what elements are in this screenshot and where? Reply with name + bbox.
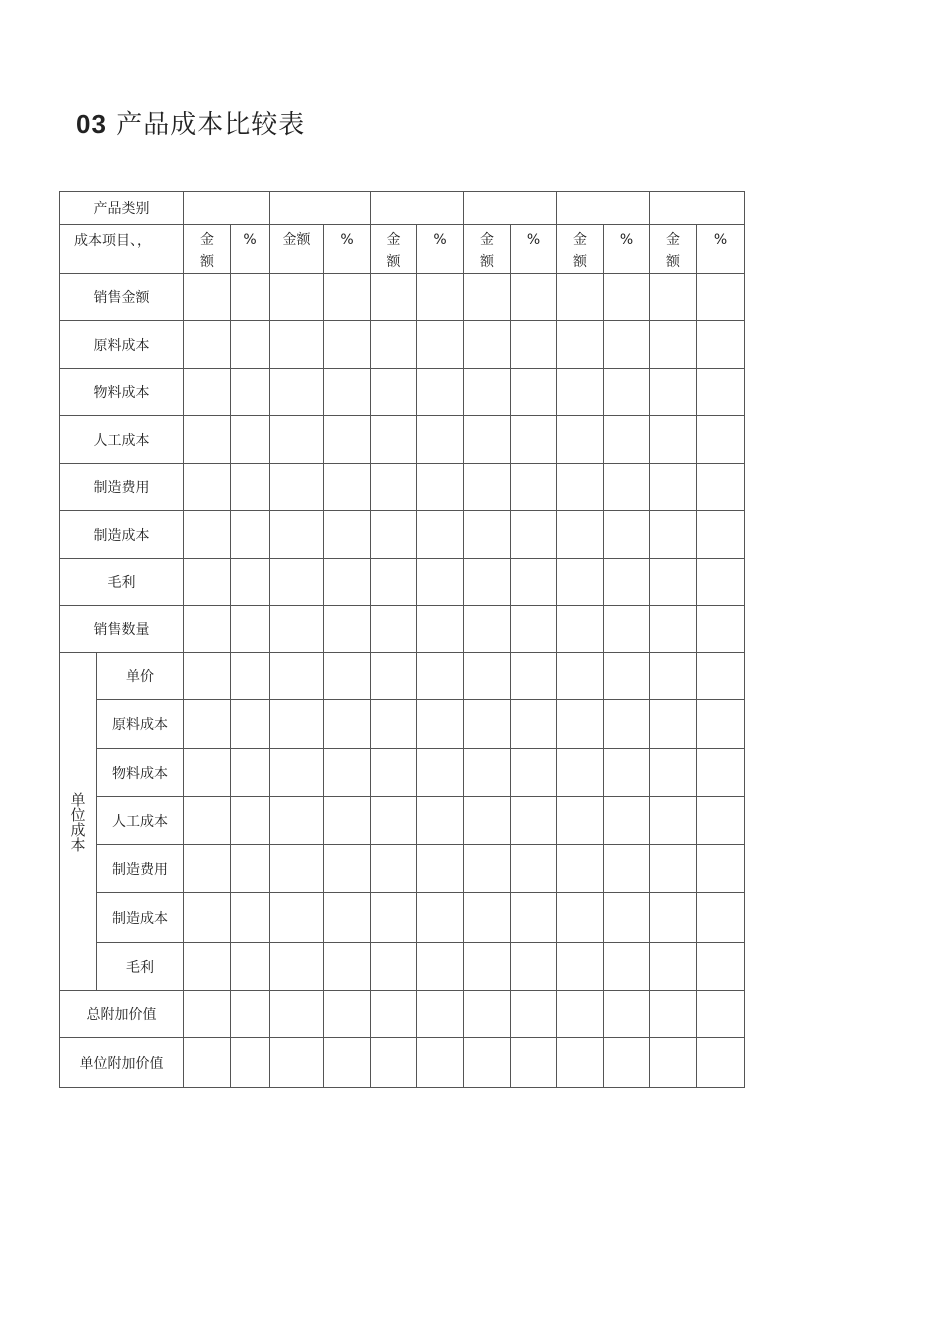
amount-cell (184, 893, 231, 943)
unit-cost-row (60, 845, 745, 893)
percent-cell (511, 893, 557, 943)
amount-cell (464, 700, 511, 749)
percent-cell (604, 653, 650, 700)
amount-cell (371, 893, 417, 943)
amount-cell (184, 559, 231, 606)
product-category-cell (371, 192, 464, 225)
product-category-cell (270, 192, 371, 225)
percent-cell (697, 464, 745, 511)
amount-cell (650, 464, 697, 511)
percent-cell (231, 559, 270, 606)
amount-cell (650, 369, 697, 416)
percent-cell (231, 845, 270, 893)
amount-cell (650, 1038, 697, 1088)
table-row (60, 511, 745, 559)
percent-cell (324, 606, 371, 653)
amount-cell (270, 991, 324, 1038)
unit-cost-row (60, 943, 745, 991)
percent-header: % (511, 225, 557, 274)
product-category-label: 产品类别 (60, 192, 184, 225)
product-category-cell (464, 192, 557, 225)
amount-cell (270, 606, 324, 653)
amount-cell (557, 369, 604, 416)
table-row (60, 416, 745, 464)
percent-cell (697, 653, 745, 700)
percent-header: % (417, 225, 464, 274)
percent-cell (697, 511, 745, 559)
amount-header (371, 225, 417, 274)
amount-cell (650, 845, 697, 893)
percent-cell (231, 1038, 270, 1088)
percent-cell (417, 893, 464, 943)
amount-cell (184, 511, 231, 559)
amount-cell (557, 749, 604, 797)
amount-cell (557, 464, 604, 511)
table-row (60, 369, 745, 416)
header-row-category (60, 192, 745, 225)
unit-row-label: 单价 (97, 653, 184, 700)
amount-cell (557, 943, 604, 991)
amount-cell (650, 991, 697, 1038)
amount-cell (184, 845, 231, 893)
percent-cell (231, 893, 270, 943)
amount-cell (184, 606, 231, 653)
amount-cell (184, 321, 231, 369)
amount-cell (270, 464, 324, 511)
amount-cell (557, 606, 604, 653)
amount-header (650, 225, 697, 274)
percent-cell (697, 845, 745, 893)
amount-cell (371, 559, 417, 606)
amount-cell (184, 700, 231, 749)
percent-cell (511, 511, 557, 559)
amount-cell (270, 511, 324, 559)
percent-cell (604, 606, 650, 653)
amount-cell (650, 274, 697, 321)
amount-header-text: 金额 (573, 232, 587, 270)
percent-cell (604, 700, 650, 749)
percent-cell (417, 321, 464, 369)
amount-cell (270, 559, 324, 606)
unit-row-label: 制造费用 (97, 845, 184, 893)
amount-cell (184, 653, 231, 700)
percent-cell (697, 797, 745, 845)
percent-cell (511, 321, 557, 369)
percent-cell (324, 369, 371, 416)
amount-cell (270, 893, 324, 943)
amount-cell (464, 797, 511, 845)
percent-cell (511, 1038, 557, 1088)
amount-header (557, 225, 604, 274)
percent-cell (231, 369, 270, 416)
amount-cell (270, 416, 324, 464)
percent-cell (697, 700, 745, 749)
amount-cell (464, 653, 511, 700)
amount-cell (371, 700, 417, 749)
amount-cell (371, 321, 417, 369)
amount-cell (184, 369, 231, 416)
percent-cell (417, 274, 464, 321)
percent-cell (697, 893, 745, 943)
amount-header-text: 金额 (200, 232, 214, 270)
amount-cell (650, 321, 697, 369)
percent-cell (231, 797, 270, 845)
amount-cell (270, 700, 324, 749)
percent-cell (231, 511, 270, 559)
amount-cell (557, 274, 604, 321)
unit-row-label: 毛利 (97, 943, 184, 991)
percent-cell (417, 559, 464, 606)
percent-cell (231, 464, 270, 511)
amount-cell (270, 321, 324, 369)
table-row (60, 274, 745, 321)
percent-cell (324, 559, 371, 606)
row-label: 单位附加价值 (60, 1038, 184, 1088)
percent-cell (417, 749, 464, 797)
amount-cell (371, 511, 417, 559)
amount-cell (184, 749, 231, 797)
title-number: 03 (76, 109, 107, 139)
percent-cell (324, 1038, 371, 1088)
amount-cell (650, 511, 697, 559)
row-label: 人工成本 (60, 416, 184, 464)
amount-cell (557, 416, 604, 464)
percent-cell (417, 943, 464, 991)
unit-cost-group-cell (60, 653, 97, 991)
table-row (60, 606, 745, 653)
percent-cell (417, 653, 464, 700)
table-row (60, 321, 745, 369)
table-row (60, 464, 745, 511)
percent-cell (231, 274, 270, 321)
percent-cell (324, 943, 371, 991)
amount-cell (371, 749, 417, 797)
percent-cell (697, 369, 745, 416)
percent-cell (324, 991, 371, 1038)
row-label: 原料成本 (60, 321, 184, 369)
amount-cell (371, 797, 417, 845)
percent-cell (604, 845, 650, 893)
amount-cell (557, 511, 604, 559)
percent-cell (417, 369, 464, 416)
amount-cell (184, 991, 231, 1038)
amount-cell (371, 416, 417, 464)
percent-cell (511, 369, 557, 416)
amount-cell (557, 321, 604, 369)
unit-cost-row (60, 797, 745, 845)
percent-cell (231, 653, 270, 700)
percent-cell (697, 606, 745, 653)
percent-cell (417, 797, 464, 845)
amount-cell (270, 653, 324, 700)
percent-cell (324, 653, 371, 700)
amount-cell (270, 369, 324, 416)
percent-cell (417, 845, 464, 893)
unit-row-label: 原料成本 (97, 700, 184, 749)
unit-cost-row (60, 893, 745, 943)
amount-cell (371, 606, 417, 653)
amount-cell (464, 893, 511, 943)
percent-cell (511, 943, 557, 991)
amount-cell (270, 797, 324, 845)
amount-cell (184, 464, 231, 511)
amount-cell (184, 797, 231, 845)
amount-cell (464, 274, 511, 321)
amount-cell (184, 943, 231, 991)
page-title (76, 104, 305, 145)
percent-cell (697, 749, 745, 797)
percent-cell (324, 416, 371, 464)
percent-cell (324, 321, 371, 369)
amount-cell (557, 845, 604, 893)
percent-cell (697, 321, 745, 369)
unit-cost-group-label: 单位成本 (68, 791, 87, 852)
unit-row-label: 人工成本 (97, 797, 184, 845)
amount-cell (371, 274, 417, 321)
amount-cell (650, 749, 697, 797)
amount-header (464, 225, 511, 274)
percent-cell (604, 321, 650, 369)
unit-cost-row (60, 653, 745, 700)
header-row-columns (60, 225, 745, 274)
percent-cell (604, 416, 650, 464)
amount-cell (371, 991, 417, 1038)
percent-cell (231, 943, 270, 991)
percent-cell (231, 416, 270, 464)
row-label: 毛利 (60, 559, 184, 606)
amount-cell (184, 1038, 231, 1088)
amount-cell (557, 797, 604, 845)
percent-cell (697, 416, 745, 464)
row-label: 制造成本 (60, 511, 184, 559)
percent-cell (511, 274, 557, 321)
amount-cell (371, 943, 417, 991)
row-label: 制造费用 (60, 464, 184, 511)
percent-cell (604, 511, 650, 559)
amount-cell (371, 653, 417, 700)
amount-cell (650, 797, 697, 845)
percent-cell (604, 369, 650, 416)
percent-cell (417, 700, 464, 749)
amount-cell (650, 700, 697, 749)
percent-cell (697, 991, 745, 1038)
amount-cell (464, 606, 511, 653)
unit-cost-row (60, 700, 745, 749)
unit-row-label: 物料成本 (97, 749, 184, 797)
percent-cell (511, 464, 557, 511)
amount-cell (371, 845, 417, 893)
percent-cell (324, 797, 371, 845)
percent-cell (324, 893, 371, 943)
percent-cell (417, 511, 464, 559)
cost-comparison-table (59, 191, 745, 1088)
percent-cell (231, 749, 270, 797)
amount-cell (464, 464, 511, 511)
amount-cell (650, 893, 697, 943)
percent-cell (511, 700, 557, 749)
table-row (60, 1038, 745, 1088)
percent-cell (604, 893, 650, 943)
percent-cell (231, 321, 270, 369)
percent-cell (511, 653, 557, 700)
amount-cell (464, 991, 511, 1038)
amount-cell (184, 416, 231, 464)
amount-header (270, 225, 324, 274)
cost-item-label: 成本项目、， (60, 225, 184, 274)
percent-cell (604, 274, 650, 321)
percent-cell (604, 464, 650, 511)
amount-cell (270, 274, 324, 321)
table-row (60, 559, 745, 606)
percent-cell (511, 797, 557, 845)
percent-cell (324, 511, 371, 559)
amount-cell (270, 1038, 324, 1088)
amount-header-text: 金额 (666, 232, 680, 270)
percent-cell (697, 943, 745, 991)
product-category-cell (650, 192, 745, 225)
product-category-cell (557, 192, 650, 225)
amount-cell (650, 559, 697, 606)
percent-cell (511, 559, 557, 606)
percent-cell (604, 559, 650, 606)
percent-cell (511, 416, 557, 464)
amount-header (184, 225, 231, 274)
percent-cell (697, 1038, 745, 1088)
percent-cell (324, 749, 371, 797)
amount-cell (650, 943, 697, 991)
percent-cell (231, 991, 270, 1038)
amount-cell (464, 943, 511, 991)
percent-cell (604, 1038, 650, 1088)
percent-cell (511, 749, 557, 797)
amount-cell (371, 464, 417, 511)
amount-cell (464, 559, 511, 606)
amount-header-text: 金额 (386, 232, 401, 270)
amount-cell (557, 991, 604, 1038)
percent-cell (511, 845, 557, 893)
percent-cell (604, 991, 650, 1038)
percent-cell (231, 606, 270, 653)
amount-cell (371, 1038, 417, 1088)
percent-cell (511, 606, 557, 653)
amount-cell (557, 653, 604, 700)
percent-cell (324, 845, 371, 893)
percent-cell (324, 700, 371, 749)
percent-cell (231, 700, 270, 749)
percent-header: % (604, 225, 650, 274)
amount-cell (464, 1038, 511, 1088)
amount-cell (464, 845, 511, 893)
percent-cell (697, 559, 745, 606)
amount-cell (650, 653, 697, 700)
amount-header-text: 金额 (282, 232, 311, 248)
amount-cell (270, 943, 324, 991)
percent-cell (604, 749, 650, 797)
amount-cell (184, 274, 231, 321)
amount-cell (464, 749, 511, 797)
percent-cell (604, 943, 650, 991)
percent-cell (417, 1038, 464, 1088)
amount-header-text: 金额 (480, 232, 494, 270)
amount-cell (557, 893, 604, 943)
amount-cell (650, 606, 697, 653)
unit-cost-row (60, 749, 745, 797)
percent-cell (697, 274, 745, 321)
amount-cell (464, 321, 511, 369)
amount-cell (464, 416, 511, 464)
amount-cell (557, 559, 604, 606)
unit-row-label: 制造成本 (97, 893, 184, 943)
percent-cell (324, 274, 371, 321)
row-label: 物料成本 (60, 369, 184, 416)
amount-cell (464, 369, 511, 416)
percent-cell (417, 606, 464, 653)
percent-header: % (697, 225, 745, 274)
percent-cell (417, 991, 464, 1038)
row-label: 总附加价值 (60, 991, 184, 1038)
percent-cell (417, 416, 464, 464)
amount-cell (371, 369, 417, 416)
percent-cell (604, 797, 650, 845)
table-row (60, 991, 745, 1038)
amount-cell (270, 749, 324, 797)
percent-cell (417, 464, 464, 511)
percent-cell (511, 991, 557, 1038)
amount-cell (557, 700, 604, 749)
amount-cell (464, 511, 511, 559)
amount-cell (557, 1038, 604, 1088)
percent-header: % (231, 225, 270, 274)
amount-cell (650, 416, 697, 464)
title-text: 产品成本比较表 (116, 110, 306, 140)
percent-cell (324, 464, 371, 511)
percent-header: % (324, 225, 371, 274)
product-category-cell (184, 192, 270, 225)
row-label: 销售数量 (60, 606, 184, 653)
amount-cell (270, 845, 324, 893)
row-label: 销售金额 (60, 274, 184, 321)
